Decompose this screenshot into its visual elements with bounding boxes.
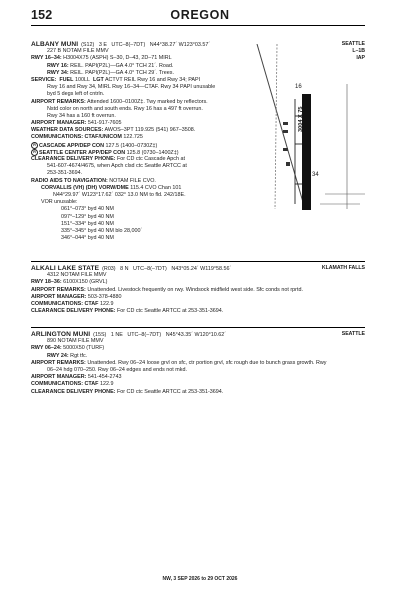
airport-diagram-svg [255,44,365,214]
communications-label: COMMUNICATIONS: CTAF [31,381,99,388]
region-block [342,331,365,338]
elevation-line: 890 NOTAM FILE MMV [47,338,104,345]
lighting-continued: Rwy 16 and Rwy 34, MIRL Rwy 16–34—CTAF. Rwy 34 PAPI unusable [47,84,216,91]
manager-line [31,374,365,381]
elevation-line: 4312 NOTAM FILE MMV [47,272,107,279]
manager-label: AIRPORT MANAGER: [31,374,87,381]
airport-diagram [255,44,365,214]
runway-number-bottom: 34 [312,172,319,178]
airport-utc: UTC–8(–7DT) [111,42,146,48]
elevation-line: 227 B NOTAM FILE MMV [47,48,109,55]
approach-value: 127.5 (1400–0730Z‡) [105,142,158,149]
runway-end-value: REIL. PAPI(P2L)—GA 4.0° TCH 21´. Road. [70,62,174,69]
vor-coords: N44°29.97´ W123°17.62´ 032° 13.0 NM to fld. 242/18E. [53,191,186,198]
airport-ident: (R03) [102,266,116,272]
runway-end-label: RWY 24: [47,352,69,359]
runway-value: H3004X75 (ASPH) S–30, D–43, 2D–71 MIRL [63,55,172,62]
clearance-value: For CD ctc Cascade Apch at [116,156,185,162]
remarks-line [31,360,365,367]
entry-alkali [31,265,365,315]
remarks-label: AIRPORT REMARKS: [31,286,86,293]
manager-phone: 503-378-4880 [87,293,122,300]
runway-end-line [31,353,365,360]
runway-line [31,345,365,352]
vor-label: CORVALLIS (VH) (DH) VORW/DME [41,184,129,191]
entry-arlington [31,331,365,396]
airport-name: ALKALI LAKE STATE [31,265,100,272]
airport-ident: (15S) [93,332,107,338]
r-circle-icon: R [31,142,38,149]
communications-value: 122.9 [99,381,114,388]
runway-label: RWY 18–36: [31,279,62,286]
airport-ident: (S12) [81,42,95,48]
airport-distance: 3 E [98,42,107,48]
airport-name: ALBANY MUNI [31,41,79,48]
runway-value: 5000X50 (TURF) [63,345,105,352]
clearance-line [31,389,365,396]
airport-utc: UTC–8(–7DT) [133,266,167,272]
state-title: OREGON [170,8,230,22]
remarks-value: Unattended. Livestock frequently on rwy. Windsock midfield west side. Sfc conds not rprtd. [87,286,303,293]
clearance-label: CLEARANCE DELIVERY PHONE: [31,156,116,162]
vor-unusable-item: 151°–334° byd 40 NM [61,220,114,227]
entry-separator [31,261,365,262]
runway-label: RWY 06–24: [31,345,62,352]
airport-header [31,265,365,272]
approach-value: 125.8 (0730–1400Z‡) [126,149,179,156]
weather-value: AWOS–3PT 119.925 (541) 967–3508. [104,127,196,134]
manager-label: AIRPORT MANAGER: [31,293,87,300]
region-label: SEATTLE [341,41,365,47]
manager-label: AIRPORT MANAGER: [31,120,87,127]
remarks-label: AIRPORT REMARKS: [31,359,86,366]
vor-unusable-item: 335°–345° byd 40 NM blo 28,000´ [61,227,143,234]
fuel-label: FUEL [59,76,74,83]
manager-phone: 541-454-2743 [87,374,122,381]
clearance-value: For CD ctc Seattle ARTCC at 253-351-3694. [116,388,224,395]
region-label: SEATTLE [341,331,365,337]
footer-effective-dates: NW, 3 SEP 2026 to 29 OCT 2026 [162,576,238,582]
page-number: 152 [31,8,53,22]
manager-line [31,294,365,301]
clearance-continued: 253-351-3694. [47,170,83,177]
airport-coords: N44°38.27´ W123°03.57´ [149,42,211,48]
manager-phone: 541-917-7605 [87,120,122,127]
weather-label: WEATHER DATA SOURCES: [31,127,104,134]
iap-label: IAP [356,55,365,62]
communications-value: 122.725 [123,134,143,141]
vor-unusable-item: 097°–129° byd 40 NM [61,213,114,220]
r-circle-icon: R [31,149,38,156]
airport-coords: N43°05.24´ W119°58.56´ [171,266,232,272]
remarks-value: Attended 1600–0100Z‡. Twy marked by reflectors. [87,98,208,105]
remarks-value: Unattended. Rwy 06–24 loose grvl on sfc, ctr portion grvl, sfc rough due to bunch grass growth. Rwy [87,359,327,366]
airport-coords: N45°43.35´ W120°10.62´ [165,332,227,338]
airport-distance: 8 N [120,266,129,272]
runway-number-top: 16 [295,84,302,90]
vor-unusable-label: VOR unusable: [41,199,78,206]
communications-label: COMMUNICATIONS: CTAF [31,300,99,307]
runway-end-label: RWY 34: [47,69,69,76]
communications-value: 122.9 [99,300,114,307]
service-label: SERVICE: [31,76,57,83]
remarks-line [31,287,365,294]
communications-line [31,381,365,388]
vor-unusable-item: 346°–044° byd 40 NM [61,235,114,242]
vor-value: 115.4 CVO Chan 101 [130,184,182,191]
communications-label: COMMUNICATIONS: CTAF/UNICOM [31,134,122,141]
chart-label: L–1B [352,48,365,55]
runway-end-value: REIL. PAPI(P2L)—GA 4.0° TCH 29´. Trees. [70,69,174,76]
airport-header [31,331,365,338]
vor-unusable-item: 061°–073° byd 40 NM [61,206,114,213]
remarks-continued: 06–24 hdg 070–250. Rwy 06–24 edges and ends not mkd. [47,366,187,373]
clearance-label: CLEARANCE DELIVERY PHONE: [31,308,116,315]
clearance-line [31,308,365,315]
runway-label: RWY 16–34: [31,55,62,62]
runway-end-label: RWY 16: [47,62,69,69]
remarks-continued: Rwy 34 has a 160 ft overrun. [47,112,116,119]
airport-name: ARLINGTON MUNI [31,331,91,338]
radio-aids-label: RADIO AIDS TO NAVIGATION: [31,177,108,184]
airport-utc: UTC–8(–7DT) [127,332,162,338]
runway-value: 6100X150 (GRVL) [63,279,108,286]
remarks-continued: Nstd color on north and south ends. Rwy 16 has a 497 ft overrun. [47,105,203,112]
region-label: KLAMATH FALLS [321,265,365,271]
clearance-label: CLEARANCE DELIVERY PHONE: [31,388,116,395]
runway-end-value: Rgt tfc. [70,352,88,359]
approach-label: SEATTLE CENTER APP/DEP CON [39,149,126,156]
airport-distance: 1 NE [110,332,123,338]
clearance-value: For CD ctc Seattle ARTCC at 253-351-3694. [116,308,224,315]
region-block [322,265,365,272]
header-rule [31,25,365,26]
radio-aids-value: NOTAM FILE CVO. [109,177,156,184]
communications-line [31,301,365,308]
lighting-continued: byd 5 degs left of cntrln. [47,91,105,98]
lighting-value: ACTVT REIL Rwy 16 and Rwy 34; PAPI [104,76,201,83]
entry-separator [31,327,365,328]
runway-dimension-label: 3004 X 75 [298,106,304,132]
clearance-continued: 541-607-4674/4675, when Apch clsd ctc Seattle ARTCC at [47,163,187,170]
approach-label: CASCADE APP/DEP CON [39,142,104,149]
fuel-value: 100LL [74,76,90,83]
remarks-label: AIRPORT REMARKS: [31,98,86,105]
runway-line [31,279,365,286]
lighting-label: LGT [92,76,104,83]
